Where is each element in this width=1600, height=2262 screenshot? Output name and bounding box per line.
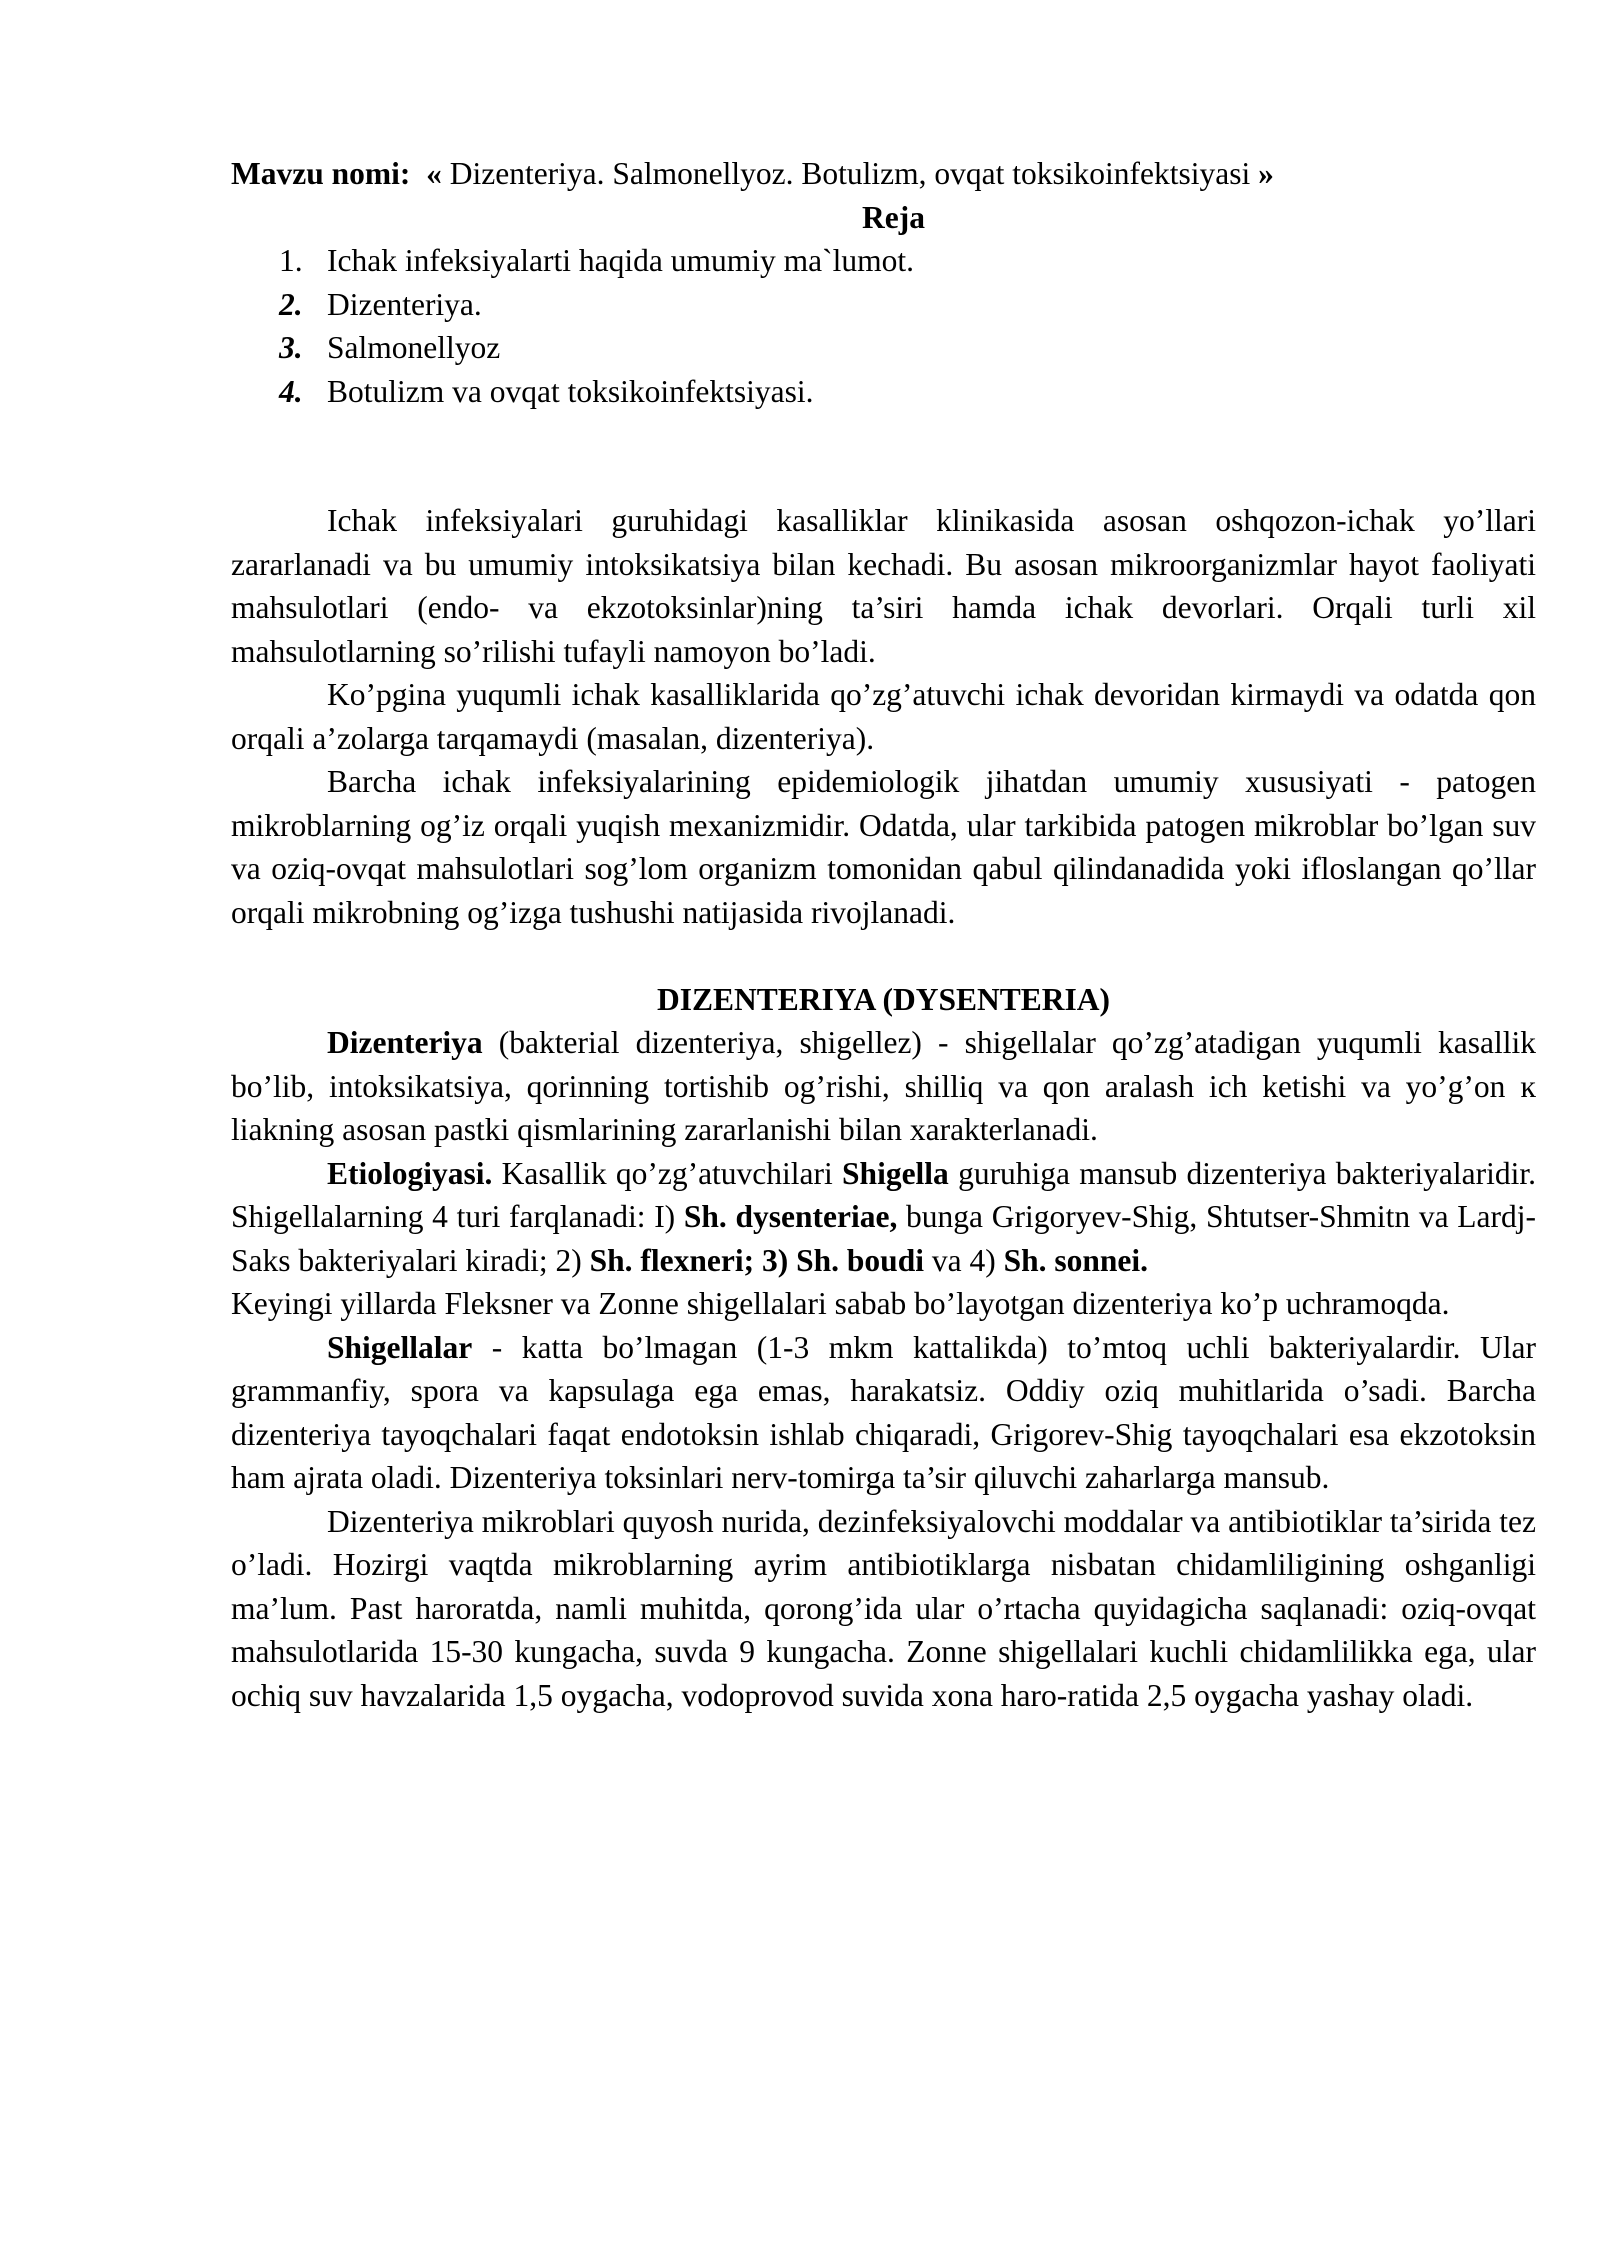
definition-text: (bakterial dizenteriya, shigellez) - shigellalar qo’zg’atadigan yuqumli kasallik bo’lib, intoksikatsiya, qorinning tortishib og’rishi, shilliq va qon aralash ich ketishi va yo’g’on ĸ liakning asosan pastki qismlarining zararlanishi bilan xarakterlanadi. <box>231 1025 1536 1147</box>
shigellalar-term: Shigellalar <box>327 1329 473 1365</box>
etiology-text: Kasallik qo’zg’atuvchilari <box>492 1155 843 1191</box>
plan-item-number: 2. <box>279 286 303 322</box>
etiology-text: guruhiga mansub dizenteriya bakteriyalaridir. Shigellalarning 4 turi farqlanadi: I) <box>231 1155 1536 1234</box>
etiology-text: va 4) <box>923 1242 1004 1278</box>
topic-line <box>231 152 1536 196</box>
species-dysenteriae: Sh. dysenteriae, <box>683 1199 898 1234</box>
plan-item-text: Ichak infeksiyalarti haqida umumiy ma`lumot. <box>327 243 914 278</box>
resistance-paragraph: Dizenteriya mikroblari quyosh nurida, dezinfeksiyalovchi moddalar va antibiotiklar ta’sirida tez o’ladi. Hozirgi vaqtda mikroblarning ayrim antibiotiklarga nisbatan chidamliligining oshganligi ma’lum. Past haroratda, namli muhitda, qorong’ida ular o’rtacha quyidagicha saqlanadi: oziq-ovqat mahsulotlarida 15-30 kungacha, suvda 9 kungacha. Zonne shigellalari kuchli chidamlilikka ega, ular ochiq suv havzalarida 1,5 oygacha, vodoprovod suvida xona haro-ratida 2,5 oygacha yashay oladi. <box>231 1503 1536 1713</box>
plan-item <box>231 326 1536 370</box>
species-sonnei: Sh. sonnei. <box>1003 1242 1149 1278</box>
plan-item <box>231 370 1536 414</box>
plan-item <box>231 239 1536 283</box>
intro-paragraph-3: Barcha ichak infeksiyalarining epidemiologik jihatdan umumiy xususiyati - patogen mikroblarning og’iz orqali yuqish mexanizmidir. Odatda, ular tarkibida patogen mikroblar bo’lgan suv va oziq-ovqat mahsulotlari sog’lom organizm tomonidan qabul qilindanadida yoki ifloslangan qo’llar orqali mikrobning og’izga tushushi natijasida rivojlanadi. <box>231 764 1536 930</box>
spacer <box>231 413 1536 499</box>
shigellalar-paragraph <box>231 1326 1536 1500</box>
etiology-label: Etiologiyasi. <box>327 1155 493 1191</box>
plan-item-text: Dizenteriya. <box>327 286 482 322</box>
section-heading: DIZENTERIYA (DYSENTERIA) <box>656 981 1111 1017</box>
plan-item-number: 1. <box>279 243 303 278</box>
shigellalar-text: - katta bo’lmagan (1-3 mkm kattalikda) to’mtoq uchli bakteriyalardir. Ular grammanfiy, spora va kapsulaga ega emas, harakatsiz. Oddiy oziq muhitlarida o’sadi. Barcha dizenteriya tayoqchalari faqat endotoksin ishlab chiqaradi, Grigorev-Shig tayoqchalari esa ekzotoksin ham ajrata oladi. Dizenteriya toksinlari nerv-tomirga ta’sir qiluvchi zaharlarga mansub. <box>231 1329 1536 1495</box>
spacer <box>231 934 1536 978</box>
quote-close: » <box>1258 156 1274 191</box>
plan-item-number: 4. <box>279 373 303 409</box>
species-flexneri-boudi: Sh. flexneri; 3) Sh. boudi <box>589 1242 924 1278</box>
etiology-paragraph <box>231 1152 1536 1283</box>
etiology-text: bunga Grigoryev-Shig, Shtutser-Shmitn va Lardj-Saks bakteriyalari kiradi; 2) <box>231 1199 1536 1278</box>
plan-item-text: Salmonellyoz <box>327 330 501 365</box>
plan-item <box>231 283 1536 327</box>
document-page <box>231 152 1536 1717</box>
topic-label: Mavzu nomi: <box>231 156 411 191</box>
definition-term: Dizenteriya <box>327 1025 483 1060</box>
definition-paragraph <box>231 1021 1536 1152</box>
shigella-term: Shigella <box>842 1155 949 1191</box>
topic-title: Dizenteriya. Salmonellyoz. Botulizm, ovqat toksikoinfektsiyasi <box>449 156 1251 191</box>
intro-paragraph-1: Ichak infeksiyalari guruhidagi kasalliklar klinikasida asosan oshqozon-ichak yo’llari zararlanadi va bu umumiy intoksikatsiya bilan kechadi. Bu asosan mikroorganizmlar hayot faoliyati mahsulotlari (endo- va ekzotoksinlar)ning ta’siri hamda ichak devorlari. Orqali turli xil mahsulotlarning so’rilishi tufayli namoyon bo’ladi. <box>231 503 1536 669</box>
plan-item-number: 3. <box>279 330 303 365</box>
plan-item-text: Botulizm va ovqat toksikoinfektsiyasi. <box>327 373 814 409</box>
recent-paragraph: Keyingi yillarda Fleksner va Zonne shigellalari sabab bo’layotgan dizenteriya ko’p uchramoqda. <box>231 1286 1450 1321</box>
plan-title: Reja <box>862 199 925 235</box>
quote-open: « <box>426 156 442 191</box>
intro-paragraph-2: Ko’pgina yuqumli ichak kasalliklarida qo’zg’atuvchi ichak devoridan kirmaydi va odatda qon orqali a’zolarga tarqamaydi (masalan, dizenteriya). <box>231 677 1536 756</box>
plan-list <box>231 239 1536 413</box>
